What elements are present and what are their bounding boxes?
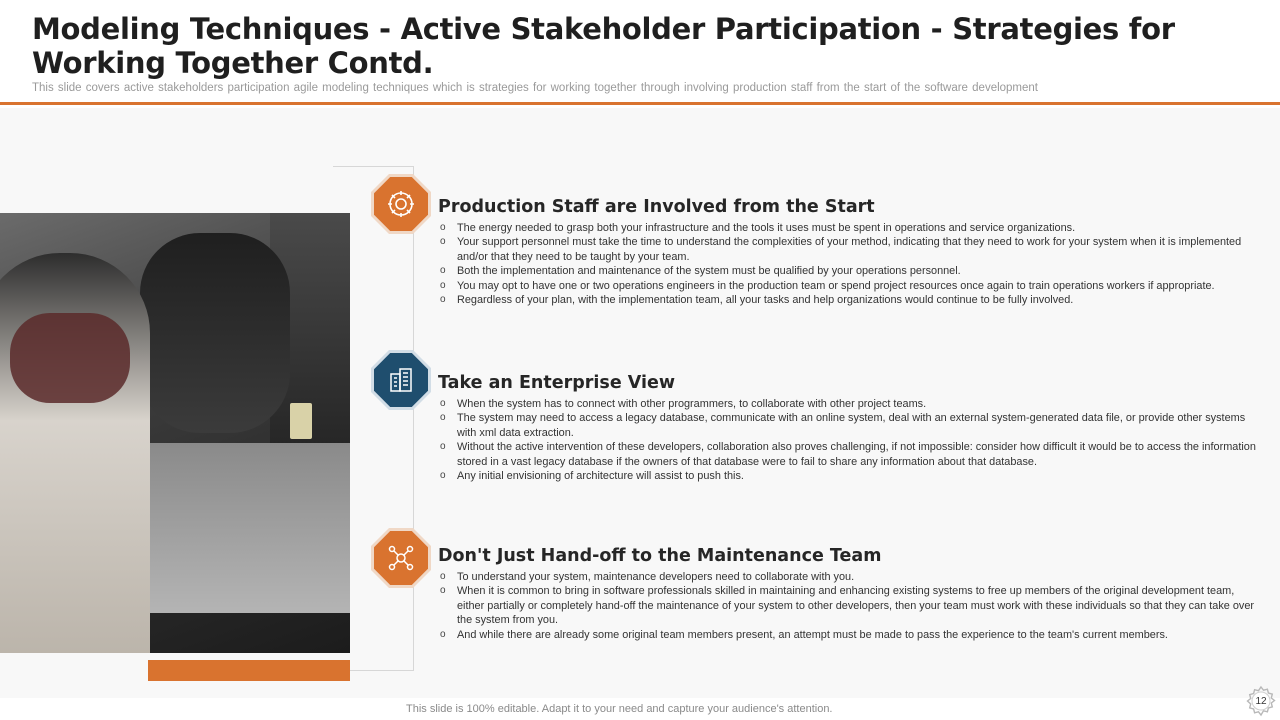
list-item: o Any initial envisioning of architecture will assist to push this. bbox=[438, 469, 1258, 483]
building-icon bbox=[371, 350, 431, 410]
section-maintenance-team bbox=[438, 545, 1258, 642]
slide-title: Modeling Techniques - Active Stakeholder Participation - Strategies for Working Together Contd. bbox=[32, 12, 1175, 80]
list-item: o Your support personnel must take the time to understand the complexities of your method, indicating that they need to work for your system when it is implemented and/or that they need to be taught by your team. bbox=[438, 235, 1258, 264]
footer-note: This slide is 100% editable. Adapt it to your need and capture your audience's attention. bbox=[406, 703, 833, 715]
header-divider bbox=[0, 102, 1280, 105]
list-item: o To understand your system, maintenance developers need to collaborate with you. bbox=[438, 570, 1258, 584]
list-item: o Without the active intervention of these developers, collaboration also proves challenging, if not impossible: consider how difficult it would be to access the information stored in a vast legacy database if the owners of that database were to fail to share any information about that database. bbox=[438, 440, 1258, 469]
section-enterprise-view bbox=[438, 372, 1258, 483]
page-number-badge bbox=[1244, 684, 1278, 718]
slide-subtitle: This slide covers active stakeholders participation agile modeling techniques which is strategies for working together through involving production staff from the start of the software development bbox=[32, 82, 1038, 94]
bullet-list bbox=[438, 221, 1258, 307]
list-item: o The system may need to access a legacy database, communicate with an online system, deal with an external system-generated data file, or provide other systems with xml data extraction. bbox=[438, 411, 1258, 440]
bullet-list bbox=[438, 397, 1258, 483]
bullet-list bbox=[438, 570, 1258, 642]
list-item: o Both the implementation and maintenance of the system must be qualified by your operations personnel. bbox=[438, 264, 1258, 278]
section-heading: Don't Just Hand-off to the Maintenance Team bbox=[438, 546, 882, 566]
list-item: o Regardless of your plan, with the implementation team, all your tasks and help organizations would continue to be fully involved. bbox=[438, 293, 1258, 307]
gear-brain-icon bbox=[371, 174, 431, 234]
accent-bar bbox=[148, 660, 350, 681]
list-item: o And while there are already some original team members present, an attempt must be made to pass the experience to the team's current members. bbox=[438, 628, 1258, 642]
page-number: 12 bbox=[1255, 695, 1267, 707]
section-production-staff bbox=[438, 196, 1258, 307]
section-heading: Production Staff are Involved from the Start bbox=[438, 197, 875, 217]
team-meeting-photo bbox=[0, 213, 350, 653]
list-item: o When it is common to bring in software professionals skilled in maintaining and enhancing existing systems to free up members of the original development team, either partially or completely hand-off the maintenance of your system to other developers, then your team must work with these individuals so that they can take over the system from you. bbox=[438, 584, 1258, 627]
list-item: o You may opt to have one or two operations engineers in the production team or spend project resources once again to train operations workers if appropriate. bbox=[438, 279, 1258, 293]
section-heading: Take an Enterprise View bbox=[438, 373, 676, 393]
team-network-icon bbox=[371, 528, 431, 588]
list-item: o The energy needed to grasp both your infrastructure and the tools it uses must be spent in operations and service organizations. bbox=[438, 221, 1258, 235]
list-item: o When the system has to connect with other programmers, to collaborate with other project teams. bbox=[438, 397, 1258, 411]
